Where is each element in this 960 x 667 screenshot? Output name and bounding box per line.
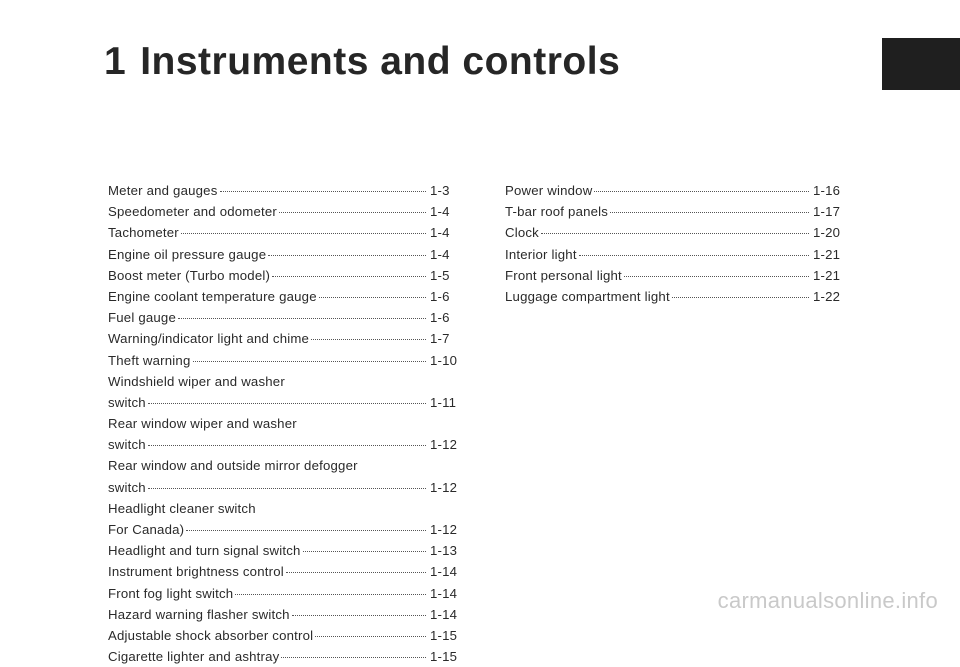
toc-entry-title: For Canada) bbox=[108, 522, 185, 537]
toc-entry-page: 1-22 bbox=[813, 288, 841, 304]
toc-entry-title: Theft warning bbox=[108, 352, 191, 368]
toc-entry[interactable] bbox=[108, 519, 460, 540]
toc-dot-leader bbox=[594, 191, 809, 192]
toc-entry-page: 1-3 bbox=[430, 183, 450, 198]
toc-entry-title: T-bar roof panels bbox=[505, 204, 609, 220]
toc-entry-title: Engine oil pressure gauge bbox=[108, 246, 267, 262]
toc-left-column bbox=[108, 180, 460, 667]
toc-entry-page: 1-13 bbox=[430, 543, 458, 559]
toc-dot-leader bbox=[220, 191, 426, 192]
toc-entry[interactable] bbox=[505, 265, 843, 286]
toc-dot-leader bbox=[319, 297, 426, 298]
toc-entry-page: 1-4 bbox=[430, 204, 450, 220]
toc-entry-title: Windshield wiper and washer bbox=[108, 373, 285, 389]
toc-entry-page: 1-15 bbox=[430, 649, 458, 665]
toc-entry-title: Power window bbox=[505, 183, 593, 198]
toc-entry-title: Clock bbox=[505, 225, 539, 241]
toc-entry-title: Front fog light switch bbox=[108, 585, 234, 601]
toc-entry-title: Instrument brightness control bbox=[108, 564, 284, 580]
toc-dot-leader bbox=[286, 572, 426, 573]
toc-entry-title: Boost meter (Turbo model) bbox=[108, 267, 271, 283]
toc-entry-title: Interior light bbox=[505, 246, 577, 262]
toc-entry-title: Tachometer bbox=[108, 225, 179, 241]
toc-entry[interactable] bbox=[108, 498, 460, 519]
toc-entry[interactable] bbox=[108, 307, 460, 328]
toc-entry[interactable] bbox=[108, 350, 460, 371]
toc-entry[interactable] bbox=[505, 180, 843, 201]
toc-dot-leader bbox=[148, 403, 426, 404]
toc-entry[interactable] bbox=[108, 413, 460, 434]
toc-entry-title: Cigarette lighter and ashtray bbox=[108, 649, 280, 665]
toc-entry[interactable] bbox=[108, 328, 460, 349]
toc-entry-title: Luggage compartment light bbox=[505, 288, 670, 304]
toc-entry[interactable] bbox=[108, 561, 460, 582]
toc-entry-page: 1-6 bbox=[430, 288, 450, 304]
toc-entry[interactable] bbox=[108, 604, 460, 625]
toc-dot-leader bbox=[624, 276, 809, 277]
toc-entry-title: switch bbox=[108, 437, 146, 453]
toc-dot-leader bbox=[610, 212, 809, 213]
toc-entry[interactable] bbox=[108, 222, 460, 243]
toc-dot-leader bbox=[311, 339, 426, 340]
toc-entry-page: 1-14 bbox=[430, 585, 458, 601]
toc-entry[interactable] bbox=[505, 201, 843, 222]
toc-entry-page: 1-20 bbox=[813, 225, 841, 241]
toc-dot-leader bbox=[186, 530, 426, 531]
toc-entry-title: Speedometer and odometer bbox=[108, 204, 278, 220]
toc-entry-page: 1-11 bbox=[430, 394, 457, 410]
toc-entry[interactable] bbox=[108, 244, 460, 265]
toc-entry-page: 1-4 bbox=[430, 225, 450, 241]
toc-entry[interactable] bbox=[108, 434, 460, 455]
toc-entry-title: Warning/indicator light and chime bbox=[108, 331, 310, 347]
toc-entry-title: Front personal light bbox=[505, 267, 622, 283]
toc-entry-page: 1-12 bbox=[430, 437, 458, 453]
chapter-number: 1 bbox=[104, 40, 127, 83]
toc-entry[interactable] bbox=[108, 371, 460, 392]
toc-entry[interactable] bbox=[505, 244, 843, 265]
toc-dot-leader bbox=[193, 361, 427, 362]
toc-entry-page: 1-14 bbox=[430, 564, 458, 580]
toc-entry[interactable] bbox=[108, 286, 460, 307]
toc-entry-title: Rear window wiper and washer bbox=[108, 416, 297, 432]
toc-entry-page: 1-12 bbox=[430, 479, 458, 495]
toc-entry-page: 1-5 bbox=[430, 267, 450, 283]
toc-dot-leader bbox=[181, 233, 426, 234]
toc-dot-leader bbox=[303, 551, 426, 552]
toc-entry-page: 1-15 bbox=[430, 627, 458, 643]
toc-entry[interactable] bbox=[108, 392, 460, 413]
toc-entry-title: Hazard warning flasher switch bbox=[108, 606, 290, 622]
toc-entry-page: 1-16 bbox=[813, 183, 841, 198]
toc-entry-title: Adjustable shock absorber control bbox=[108, 627, 314, 643]
toc-entry[interactable] bbox=[108, 265, 460, 286]
toc-dot-leader bbox=[148, 445, 426, 446]
toc-dot-leader bbox=[579, 255, 809, 256]
toc-entry[interactable] bbox=[505, 222, 843, 243]
toc-entry-page: 1-7 bbox=[430, 331, 450, 347]
toc-dot-leader bbox=[235, 594, 426, 595]
toc-dot-leader bbox=[281, 657, 426, 658]
toc-entry[interactable] bbox=[108, 180, 460, 201]
toc-entry-page: 1-12 bbox=[430, 522, 458, 537]
toc-entry[interactable] bbox=[108, 455, 460, 476]
toc-entry[interactable] bbox=[108, 583, 460, 604]
toc-entry-title: switch bbox=[108, 394, 146, 410]
toc-right-column bbox=[505, 180, 843, 307]
toc-dot-leader bbox=[268, 255, 426, 256]
toc-entry-page: 1-17 bbox=[813, 204, 841, 220]
toc-entry-page: 1-21 bbox=[813, 246, 841, 262]
toc-entry[interactable] bbox=[108, 477, 460, 498]
toc-entry[interactable] bbox=[108, 625, 460, 646]
toc-entry[interactable] bbox=[108, 646, 460, 667]
toc-entry-page: 1-6 bbox=[430, 310, 450, 326]
toc-dot-leader bbox=[315, 636, 426, 637]
toc-dot-leader bbox=[178, 318, 426, 319]
chapter-tab-marker bbox=[882, 38, 960, 90]
toc-entry-page: 1-14 bbox=[430, 606, 458, 622]
toc-entry-title: Headlight and turn signal switch bbox=[108, 543, 301, 559]
toc-entry[interactable] bbox=[108, 540, 460, 561]
toc-entry-title: Meter and gauges bbox=[108, 183, 218, 198]
toc-entry-page: 1-21 bbox=[813, 267, 841, 283]
toc-entry-title: Fuel gauge bbox=[108, 310, 176, 326]
toc-entry-title: Rear window and outside mirror defogger bbox=[108, 458, 358, 474]
toc-entry-title: switch bbox=[108, 479, 146, 495]
chapter-title-text: Instruments and controls bbox=[140, 40, 621, 83]
toc-entry-page: 1-10 bbox=[430, 352, 458, 368]
toc-dot-leader bbox=[292, 615, 426, 616]
toc-entry-page: 1-4 bbox=[430, 246, 450, 262]
chapter-title bbox=[104, 40, 620, 84]
toc-entry[interactable] bbox=[505, 286, 843, 307]
toc-dot-leader bbox=[272, 276, 426, 277]
toc-dot-leader bbox=[279, 212, 426, 213]
toc-dot-leader bbox=[541, 233, 809, 234]
toc-entry-title: Headlight cleaner switch bbox=[108, 500, 256, 516]
toc-entry[interactable] bbox=[108, 201, 460, 222]
watermark-text: carmanualsonline.info bbox=[717, 588, 938, 613]
toc-entry-title: Engine coolant temperature gauge bbox=[108, 288, 317, 304]
toc-dot-leader bbox=[672, 297, 809, 298]
toc-dot-leader bbox=[148, 488, 426, 489]
